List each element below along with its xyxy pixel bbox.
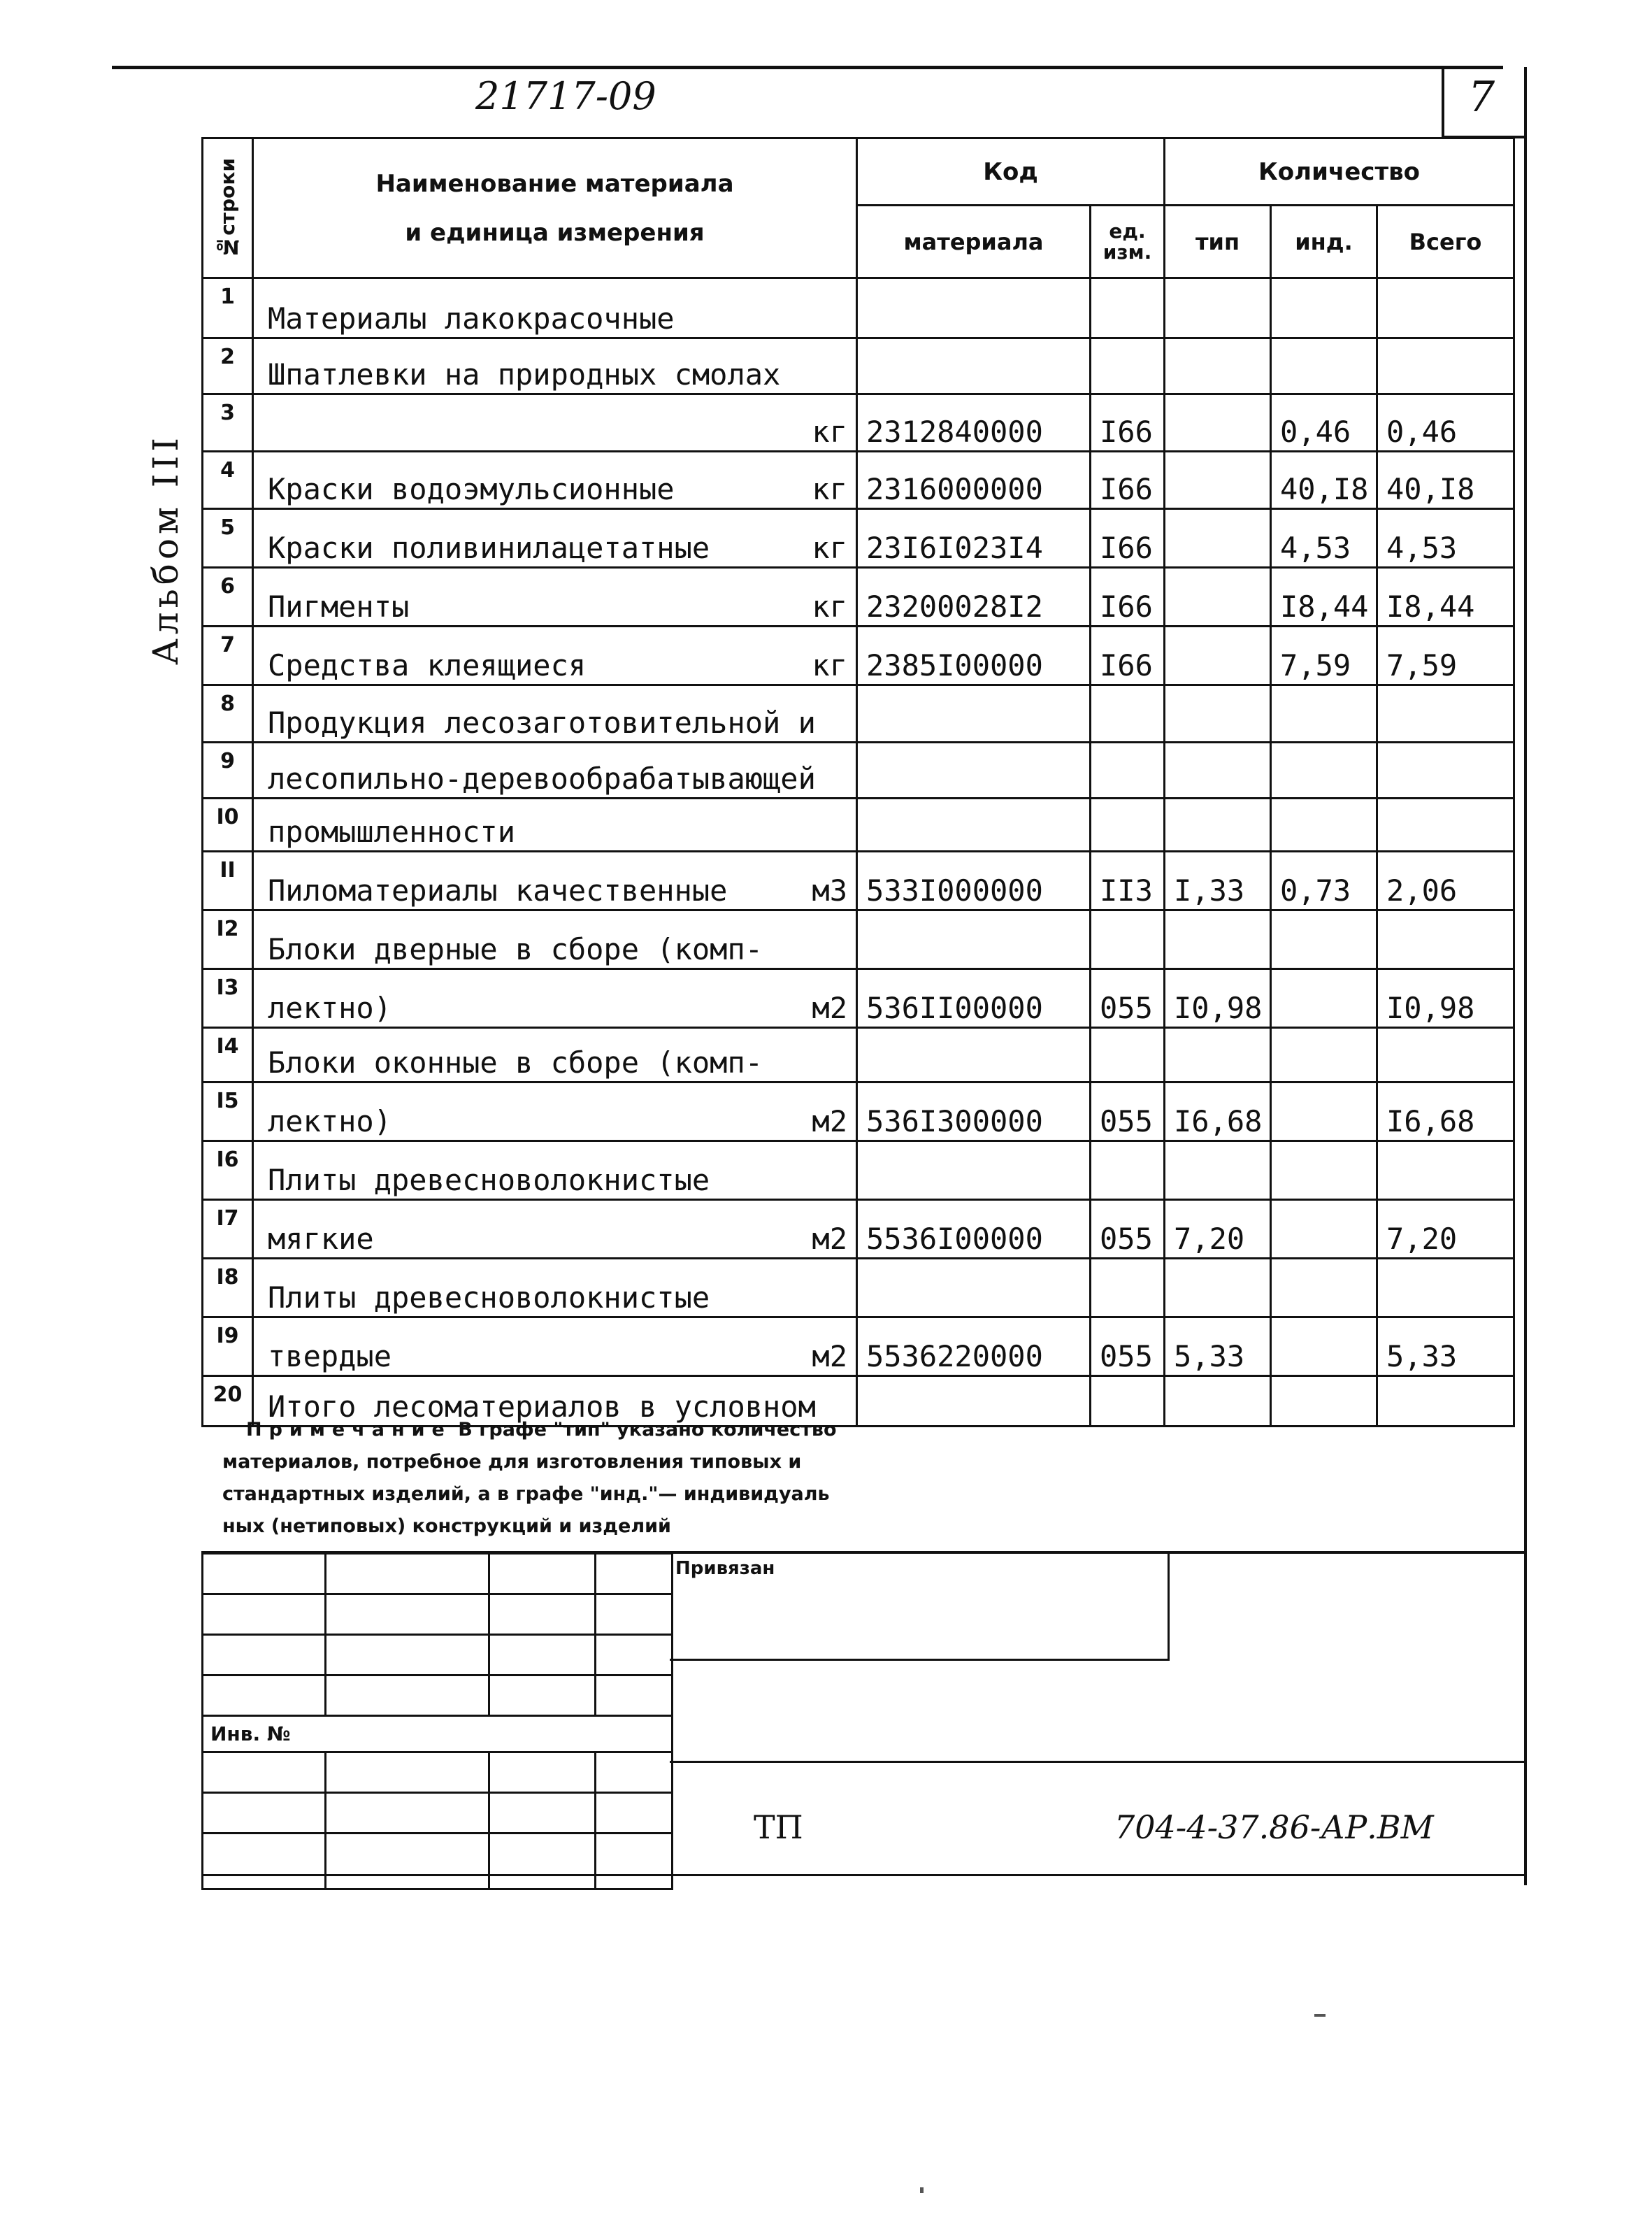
- qty-type: [1165, 338, 1271, 394]
- stamp-bottom-line: [201, 1874, 1524, 1876]
- qty-ind: [1271, 910, 1377, 969]
- qty-type: [1165, 627, 1271, 685]
- material-code: 2316000000: [857, 452, 1091, 509]
- material-name: [253, 568, 857, 627]
- qty-type: [1165, 278, 1271, 338]
- qty-ind: [1271, 1028, 1377, 1082]
- note-line2: материалов, потребное для изготовления типовых и: [222, 1451, 802, 1473]
- table-row: [203, 743, 1514, 799]
- qty-ind: [1271, 338, 1377, 394]
- row-number: I9: [203, 1317, 253, 1376]
- material-name-text: лесопильно-деревообрабатывающей: [268, 762, 816, 796]
- code-unit: I66: [1091, 568, 1165, 627]
- code-unit: [1091, 799, 1165, 852]
- header-code-unit: ед. изм.: [1091, 206, 1165, 278]
- table-row: [203, 1200, 1514, 1259]
- code-unit: [1091, 1028, 1165, 1082]
- header-quantity: Количество: [1165, 138, 1514, 206]
- material-name-text: Средства клеящиеся: [268, 648, 587, 682]
- qty-total: I0,98: [1377, 969, 1514, 1028]
- material-name-text: Плиты древесноволокнистые: [268, 1280, 710, 1315]
- qty-type: 7,20: [1165, 1200, 1271, 1259]
- material-name-text: Продукция лесозаготовительной и: [268, 706, 816, 740]
- qty-type: [1165, 743, 1271, 799]
- table-row: [203, 969, 1514, 1028]
- code-unit: 055: [1091, 1317, 1165, 1376]
- qty-type: [1165, 910, 1271, 969]
- unit-of-measure: м3: [812, 873, 847, 908]
- qty-type: [1165, 1028, 1271, 1082]
- material-name: [253, 685, 857, 743]
- sheet-number: 7: [1468, 73, 1495, 122]
- qty-ind: 7,59: [1271, 627, 1377, 685]
- qty-type: I,33: [1165, 852, 1271, 910]
- material-code: 5536220000: [857, 1317, 1091, 1376]
- table-row: [203, 338, 1514, 394]
- material-name: [253, 910, 857, 969]
- header-qty-type: тип: [1165, 206, 1271, 278]
- table-row: [203, 1028, 1514, 1082]
- material-name: [253, 1141, 857, 1200]
- qty-ind: [1271, 1200, 1377, 1259]
- qty-ind: [1271, 278, 1377, 338]
- row-number: I4: [203, 1028, 253, 1082]
- code-unit: I66: [1091, 452, 1165, 509]
- note-line3: стандартных изделий, а в графе "инд."— индивидуаль: [222, 1483, 830, 1505]
- material-name-text: Краски водоэмульсионные: [268, 472, 675, 506]
- material-name: [253, 969, 857, 1028]
- qty-ind: [1271, 1259, 1377, 1317]
- row-number: I5: [203, 1082, 253, 1141]
- right-frame: [1524, 67, 1527, 1885]
- material-name: [253, 452, 857, 509]
- material-code: [857, 799, 1091, 852]
- qty-type: [1165, 1141, 1271, 1200]
- qty-type: I6,68: [1165, 1082, 1271, 1141]
- qty-total: 4,53: [1377, 509, 1514, 568]
- row-number: I0: [203, 799, 253, 852]
- row-number: 1: [203, 278, 253, 338]
- row-number: I3: [203, 969, 253, 1028]
- material-code: 536II00000: [857, 969, 1091, 1028]
- qty-type: [1165, 452, 1271, 509]
- qty-type: [1165, 685, 1271, 743]
- code-unit: [1091, 685, 1165, 743]
- code-unit: 055: [1091, 1200, 1165, 1259]
- material-name-text: лектно): [268, 1104, 392, 1138]
- material-code: [857, 1141, 1091, 1200]
- qty-total: 0,46: [1377, 394, 1514, 452]
- header-code: Код: [857, 138, 1165, 206]
- row-number: 20: [203, 1376, 253, 1427]
- designation: 704-4-37.86-АР.ВМ: [1114, 1808, 1434, 1846]
- header-row-number: №строки: [203, 138, 253, 278]
- unit-of-measure: кг: [812, 589, 847, 624]
- material-name: [253, 1082, 857, 1141]
- row-number: 9: [203, 743, 253, 799]
- table-row: [203, 685, 1514, 743]
- qty-ind: [1271, 1317, 1377, 1376]
- qty-total: 2,06: [1377, 852, 1514, 910]
- qty-total: [1377, 685, 1514, 743]
- qty-total: I6,68: [1377, 1082, 1514, 1141]
- qty-total: [1377, 910, 1514, 969]
- code-unit: [1091, 1259, 1165, 1317]
- row-number: I2: [203, 910, 253, 969]
- qty-ind: [1271, 1376, 1377, 1427]
- table-row: [203, 394, 1514, 452]
- table-row: [203, 568, 1514, 627]
- qty-total: [1377, 278, 1514, 338]
- material-code: [857, 685, 1091, 743]
- material-name: [253, 394, 857, 452]
- qty-type: [1165, 509, 1271, 568]
- qty-total: 7,20: [1377, 1200, 1514, 1259]
- table-row: [203, 1141, 1514, 1200]
- bound-label: Привязан: [675, 1558, 775, 1579]
- code-unit: [1091, 910, 1165, 969]
- code-unit: [1091, 743, 1165, 799]
- material-name: [253, 627, 857, 685]
- qty-total: [1377, 1376, 1514, 1427]
- material-name-text: Шпатлевки на природных смолах: [268, 357, 781, 392]
- qty-total: 5,33: [1377, 1317, 1514, 1376]
- header-code-material: материала: [857, 206, 1091, 278]
- unit-of-measure: м2: [812, 1104, 847, 1138]
- qty-type: [1165, 1376, 1271, 1427]
- material-name-text: мягкие: [268, 1222, 374, 1256]
- table-row: [203, 1259, 1514, 1317]
- unit-of-measure: м2: [812, 991, 847, 1025]
- qty-total: [1377, 1141, 1514, 1200]
- qty-ind: [1271, 799, 1377, 852]
- material-name: [253, 1028, 857, 1082]
- material-name: [253, 743, 857, 799]
- note-line1: В графе "тип" указано количество: [458, 1419, 837, 1441]
- material-name-text: Итого лесоматериалов в условном: [268, 1389, 816, 1424]
- album-label: Альбом III: [145, 434, 186, 666]
- table-row: [203, 452, 1514, 509]
- row-number: I7: [203, 1200, 253, 1259]
- header-qty-total: Всего: [1377, 206, 1514, 278]
- unit-of-measure: м2: [812, 1339, 847, 1373]
- material-name: [253, 852, 857, 910]
- material-name: [253, 1259, 857, 1317]
- code-unit: 055: [1091, 1082, 1165, 1141]
- material-code: [857, 1376, 1091, 1427]
- qty-total: [1377, 799, 1514, 852]
- row-number: I6: [203, 1141, 253, 1200]
- material-code: 536I300000: [857, 1082, 1091, 1141]
- material-name: [253, 1317, 857, 1376]
- note: [222, 1414, 837, 1543]
- row-number: 2: [203, 338, 253, 394]
- qty-ind: [1271, 743, 1377, 799]
- qty-ind: 0,46: [1271, 394, 1377, 452]
- unit-of-measure: кг: [812, 531, 847, 565]
- qty-ind: 40,I8: [1271, 452, 1377, 509]
- material-code: 2312840000: [857, 394, 1091, 452]
- qty-type: [1165, 394, 1271, 452]
- qty-total: 7,59: [1377, 627, 1514, 685]
- qty-total: 40,I8: [1377, 452, 1514, 509]
- qty-total: I8,44: [1377, 568, 1514, 627]
- row-number: 7: [203, 627, 253, 685]
- qty-type: 5,33: [1165, 1317, 1271, 1376]
- qty-type: [1165, 568, 1271, 627]
- material-code: 533I000000: [857, 852, 1091, 910]
- material-code: 23I6I023I4: [857, 509, 1091, 568]
- row-number: II: [203, 852, 253, 910]
- row-number: 4: [203, 452, 253, 509]
- stamp-left-grid: [201, 1552, 673, 1890]
- scan-speck: [920, 2187, 924, 2193]
- material-name-text: Материалы лакокрасочные: [268, 301, 675, 336]
- note-line4: ных (нетиповых) конструкций и изделий: [222, 1515, 671, 1537]
- qty-ind: [1271, 1082, 1377, 1141]
- material-name-text: Краски поливинилацетатные: [268, 531, 710, 565]
- material-name-text: Пигменты: [268, 589, 410, 624]
- unit-of-measure: кг: [812, 648, 847, 682]
- row-number: 8: [203, 685, 253, 743]
- qty-type: [1165, 799, 1271, 852]
- code-unit: I66: [1091, 627, 1165, 685]
- table-row: [203, 509, 1514, 568]
- qty-ind: 0,73: [1271, 852, 1377, 910]
- qty-type: I0,98: [1165, 969, 1271, 1028]
- table-row: [203, 1317, 1514, 1376]
- qty-ind: 4,53: [1271, 509, 1377, 568]
- material-name: [253, 509, 857, 568]
- top-border: [112, 66, 1503, 69]
- header-name: Наименование материала и единица измерения: [253, 138, 857, 278]
- table-row: [203, 910, 1514, 969]
- table-row: [203, 627, 1514, 685]
- material-name-text: Плиты древесноволокнистые: [268, 1163, 710, 1197]
- material-code: 23200028I2: [857, 568, 1091, 627]
- inv-number-label: Инв. №: [203, 1716, 673, 1752]
- row-number: 6: [203, 568, 253, 627]
- material-name-text: промышленности: [268, 815, 516, 849]
- note-lead: Примечание: [246, 1419, 452, 1441]
- qty-total: [1377, 338, 1514, 394]
- material-name: [253, 799, 857, 852]
- unit-of-measure: кг: [812, 472, 847, 506]
- code-unit: [1091, 338, 1165, 394]
- material-code: 5536I00000: [857, 1200, 1091, 1259]
- code-unit: I66: [1091, 394, 1165, 452]
- material-name: [253, 338, 857, 394]
- tp-label: ТП: [754, 1808, 803, 1846]
- scan-speck: [1314, 2014, 1326, 2017]
- table-row: [203, 852, 1514, 910]
- qty-total: [1377, 743, 1514, 799]
- material-name: [253, 1200, 857, 1259]
- qty-type: [1165, 1259, 1271, 1317]
- material-code: [857, 278, 1091, 338]
- table-row: [203, 278, 1514, 338]
- unit-of-measure: кг: [812, 415, 847, 449]
- qty-ind: [1271, 969, 1377, 1028]
- qty-ind: I8,44: [1271, 568, 1377, 627]
- material-code: [857, 910, 1091, 969]
- header-qty-ind: инд.: [1271, 206, 1377, 278]
- material-name-text: лектно): [268, 991, 392, 1025]
- material-name-text: Пиломатериалы качественные: [268, 873, 728, 908]
- material-name-text: Блоки дверные в сборе (комп-: [268, 932, 763, 966]
- unit-of-measure: м2: [812, 1222, 847, 1256]
- row-number: 3: [203, 394, 253, 452]
- stamp-mid-line: [670, 1761, 1524, 1763]
- qty-ind: [1271, 1141, 1377, 1200]
- qty-total: [1377, 1028, 1514, 1082]
- material-code: [857, 1259, 1091, 1317]
- material-name: [253, 278, 857, 338]
- material-code: [857, 743, 1091, 799]
- table-row: [203, 799, 1514, 852]
- qty-ind: [1271, 685, 1377, 743]
- material-name-text: твердые: [268, 1339, 392, 1373]
- document-number: 21717-09: [475, 74, 656, 118]
- material-code: [857, 338, 1091, 394]
- code-unit: [1091, 278, 1165, 338]
- code-unit: [1091, 1141, 1165, 1200]
- table-row: [203, 1082, 1514, 1141]
- code-unit: I66: [1091, 509, 1165, 568]
- material-code: 2385I00000: [857, 627, 1091, 685]
- material-code: [857, 1028, 1091, 1082]
- code-unit: 055: [1091, 969, 1165, 1028]
- code-unit: [1091, 1376, 1165, 1427]
- row-number: I8: [203, 1259, 253, 1317]
- row-number: 5: [203, 509, 253, 568]
- qty-total: [1377, 1259, 1514, 1317]
- material-name-text: Блоки оконные в сборе (комп-: [268, 1045, 763, 1080]
- materials-table: [201, 137, 1515, 1427]
- code-unit: II3: [1091, 852, 1165, 910]
